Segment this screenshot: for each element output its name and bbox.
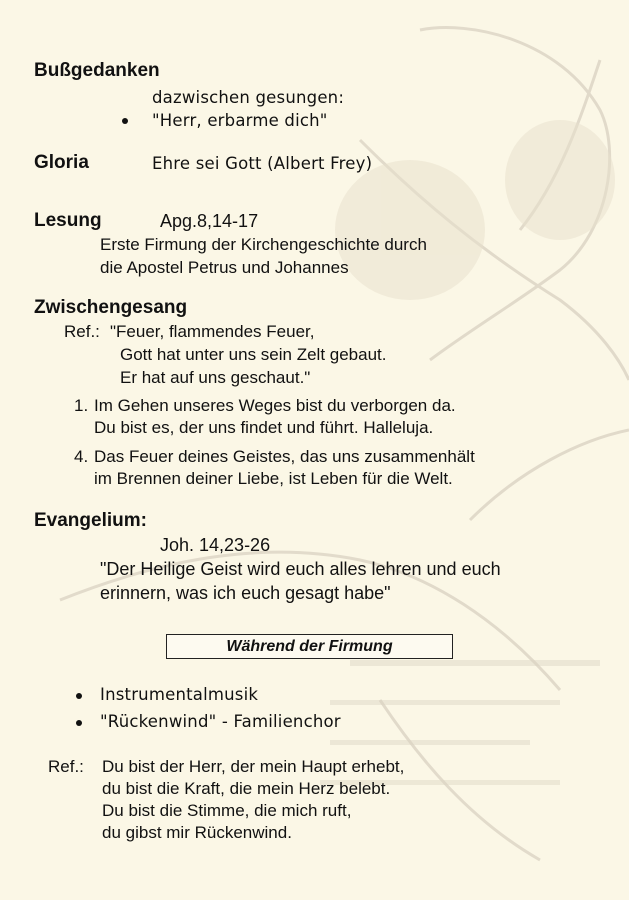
verse-number: 1. bbox=[74, 396, 89, 415]
verse-line: Du bist es, der uns findet und führt. Halleluja. bbox=[94, 418, 434, 437]
verse-line: im Brennen deiner Liebe, ist Leben für die Welt. bbox=[94, 469, 453, 488]
heading-lesung: Lesung bbox=[34, 210, 102, 231]
bullet-icon bbox=[76, 720, 82, 726]
verse-line: Das Feuer deines Geistes, das uns zusammenhält bbox=[94, 447, 475, 466]
refrain-label: Ref.: bbox=[64, 322, 100, 341]
firmung-item: "Rückenwind" - Familienchor bbox=[100, 712, 341, 731]
evangelium-line: erinnern, was ich euch gesagt habe" bbox=[100, 583, 391, 603]
refrain-line: Gott hat unter uns sein Zelt gebaut. bbox=[120, 345, 387, 364]
lesung-reference: Apg.8,14-17 bbox=[160, 211, 259, 231]
evangelium-line: "Der Heilige Geist wird euch alles lehren und euch bbox=[100, 559, 501, 579]
firmung-box-label: Während der Firmung bbox=[166, 634, 453, 659]
evangelium-reference: Joh. 14,23-26 bbox=[160, 535, 271, 555]
refrain-line: du gibst mir Rückenwind. bbox=[102, 823, 292, 842]
refrain-line: Du bist der Herr, der mein Haupt erhebt, bbox=[102, 757, 405, 776]
verse-line: Im Gehen unseres Weges bist du verborgen da. bbox=[94, 396, 456, 415]
refrain-line: Er hat auf uns geschaut." bbox=[120, 368, 311, 387]
lesung-line: Erste Firmung der Kirchengeschichte durch bbox=[100, 235, 427, 254]
heading-zwischengesang: Zwischengesang bbox=[34, 297, 188, 318]
firmung-item: Instrumentalmusik bbox=[100, 685, 259, 704]
lesung-line: die Apostel Petrus und Johannes bbox=[100, 258, 349, 277]
refrain-line: Du bist die Stimme, die mich ruft, bbox=[102, 801, 352, 820]
refrain-line: "Feuer, flammendes Feuer, bbox=[110, 322, 315, 341]
heading-gloria: Gloria bbox=[34, 152, 89, 173]
heading-evangelium: Evangelium: bbox=[34, 510, 147, 531]
refrain-line: du bist die Kraft, die mein Herz belebt. bbox=[102, 779, 391, 798]
bussgedanken-intro: dazwischen gesungen: bbox=[152, 88, 345, 107]
gloria-text: Ehre sei Gott (Albert Frey) bbox=[152, 154, 373, 173]
bullet-icon bbox=[122, 118, 128, 124]
bullet-icon bbox=[76, 693, 82, 699]
bussgedanken-item: "Herr, erbarme dich" bbox=[152, 111, 328, 130]
verse-number: 4. bbox=[74, 447, 89, 466]
heading-bussgedanken: Bußgedanken bbox=[34, 60, 160, 81]
refrain-label: Ref.: bbox=[48, 757, 84, 776]
